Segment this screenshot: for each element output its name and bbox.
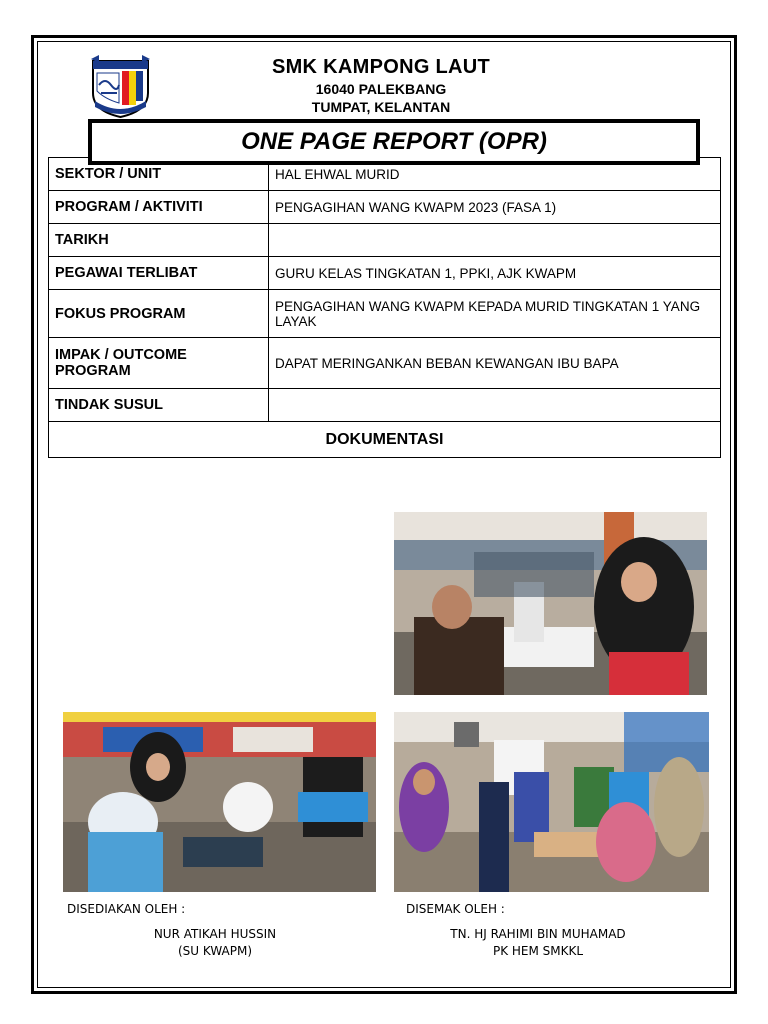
address-line-2: TUMPAT, KELANTAN xyxy=(311,99,451,115)
reviewed-by-role: PK HEM SMKKL xyxy=(492,944,584,958)
table-row xyxy=(49,290,721,338)
report-title-box xyxy=(88,119,700,165)
documentation-photo-3 xyxy=(394,712,709,892)
reviewed-by-label: DISEMAK OLEH : xyxy=(406,902,505,916)
row-value: HAL EHWAL MURID xyxy=(269,158,721,191)
row-value xyxy=(269,389,721,422)
documentation-row xyxy=(49,422,721,458)
prepared-by-block xyxy=(110,926,320,960)
table-row xyxy=(49,389,721,422)
row-label: FOKUS PROGRAM xyxy=(49,290,269,338)
school-crest-icon xyxy=(89,55,152,119)
row-value: PENGAGIHAN WANG KWAPM KEPADA MURID TINGKATAN 1 YANG LAYAK xyxy=(269,290,721,338)
table-row xyxy=(49,338,721,389)
row-value xyxy=(269,224,721,257)
row-label: SEKTOR / UNIT xyxy=(49,158,269,191)
prepared-by-label: DISEDIAKAN OLEH : xyxy=(67,902,186,916)
row-label: PEGAWAI TERLIBAT xyxy=(49,257,269,290)
row-label: PROGRAM / AKTIVITI xyxy=(49,191,269,224)
row-label: TARIKH xyxy=(49,224,269,257)
reviewed-by-block xyxy=(418,926,658,960)
reviewed-by-name: TN. HJ RAHIMI BIN MUHAMAD xyxy=(450,927,626,941)
report-table xyxy=(48,157,721,458)
row-label: IMPAK / OUTCOME PROGRAM xyxy=(49,338,269,389)
table-row xyxy=(49,224,721,257)
table-row xyxy=(49,191,721,224)
row-label: TINDAK SUSUL xyxy=(49,389,269,422)
school-name: SMK KAMPONG LAUT xyxy=(271,56,491,78)
address-line-1: 16040 PALEKBANG xyxy=(315,81,447,97)
prepared-by-role: (SU KWAPM) xyxy=(177,944,253,958)
documentation-photo-2 xyxy=(63,712,376,892)
report-title: ONE PAGE REPORT (OPR) xyxy=(241,128,547,155)
row-value: DAPAT MERINGANKAN BEBAN KEWANGAN IBU BAPA xyxy=(269,338,721,389)
row-value: PENGAGIHAN WANG KWAPM 2023 (FASA 1) xyxy=(269,191,721,224)
row-value: GURU KELAS TINGKATAN 1, PPKI, AJK KWAPM xyxy=(269,257,721,290)
table-row xyxy=(49,257,721,290)
prepared-by-name: NUR ATIKAH HUSSIN xyxy=(153,927,277,941)
documentation-heading: DOKUMENTASI xyxy=(49,422,721,458)
documentation-photo-1 xyxy=(394,512,707,695)
